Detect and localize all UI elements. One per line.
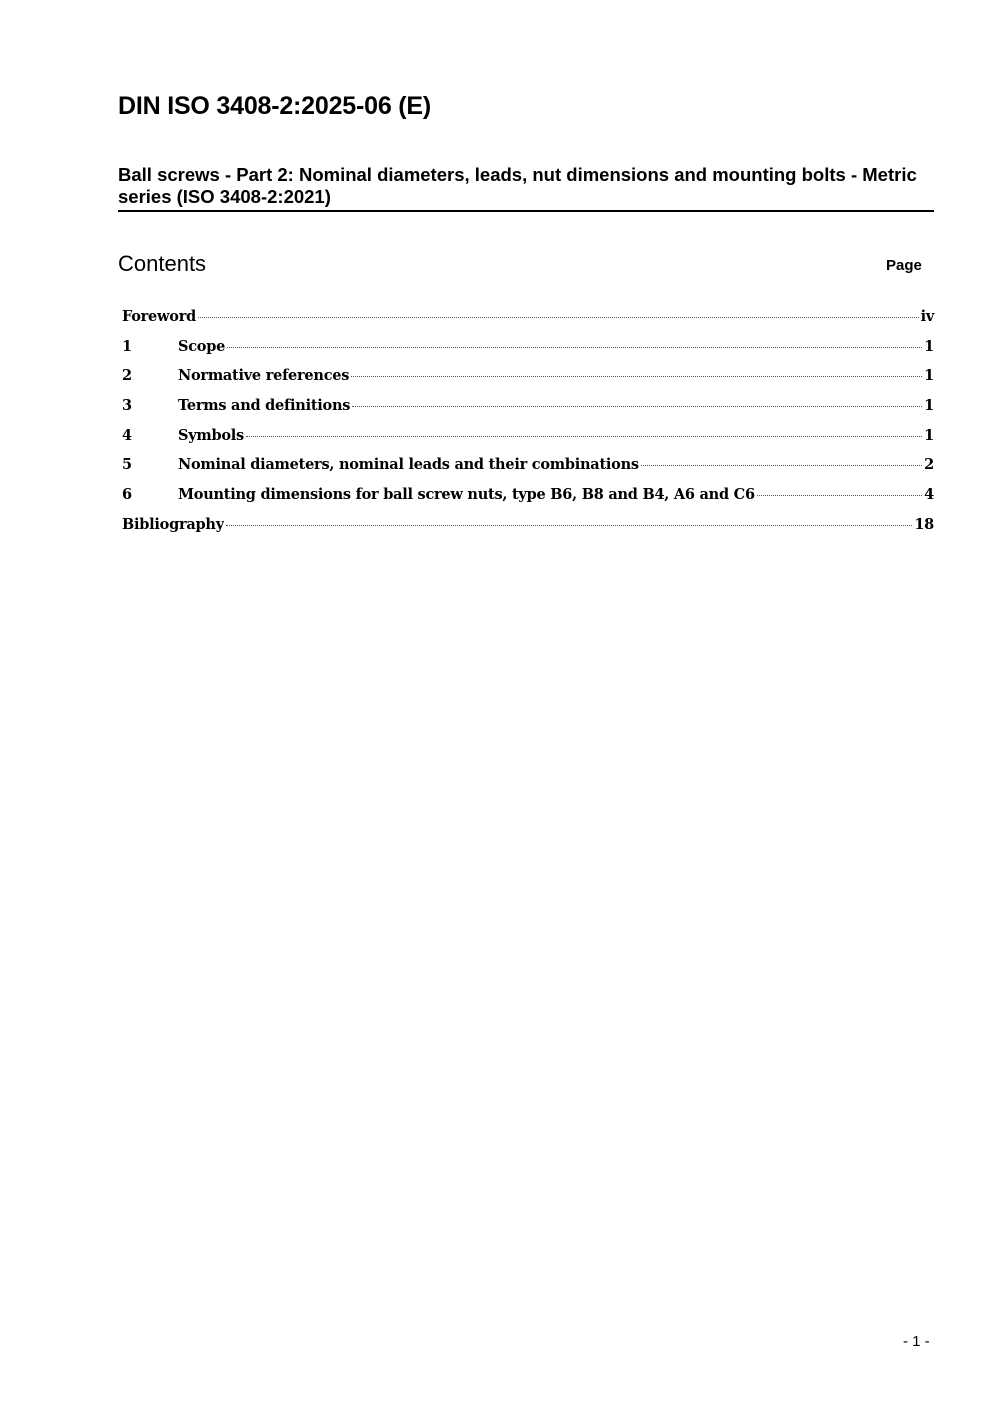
toc-entry-title: Bibliography — [122, 515, 224, 533]
toc-entry-terms-and-definitions[interactable] — [122, 397, 934, 427]
toc-entry-scope[interactable] — [122, 338, 934, 368]
toc-dot-leader — [227, 347, 922, 348]
toc-entry-page: iv — [920, 308, 934, 325]
toc-entry-symbols[interactable] — [122, 427, 934, 457]
toc-entry-title: Nominal diameters, nominal leads and their combinations — [178, 456, 639, 474]
toc-entry-normative-references[interactable] — [122, 367, 934, 397]
toc-entry-number: 2 — [122, 367, 132, 385]
toc-entry-nominal-diameters[interactable] — [122, 456, 934, 486]
toc-entry-page: 1 — [924, 397, 934, 415]
document-title: Ball screws - Part 2: Nominal diameters, leads, nut dimensions and mounting bolts - Metric series (ISO 3408-2:2021) — [118, 164, 934, 212]
toc-entry-title: Scope — [178, 337, 226, 355]
toc-dot-leader — [352, 406, 922, 407]
toc-entry-title: Mounting dimensions for ball screw nuts, type B6, B8 and B4, A6 and C6 — [178, 486, 755, 504]
contents-heading: Contents — [118, 251, 207, 276]
toc-entry-bibliography[interactable] — [122, 516, 934, 546]
toc-entry-page: 4 — [924, 486, 934, 504]
table-of-contents — [122, 308, 934, 546]
toc-dot-leader — [757, 495, 922, 496]
toc-entry-number: 4 — [122, 426, 132, 444]
toc-entry-title: Symbols — [178, 426, 244, 444]
toc-entry-page: 18 — [914, 515, 934, 533]
page-number: - 1 - — [903, 1333, 930, 1350]
toc-entry-number: 6 — [122, 486, 132, 504]
toc-entry-foreword[interactable] — [122, 308, 934, 338]
toc-entry-mounting-dimensions[interactable] — [122, 486, 934, 516]
toc-entry-page: 2 — [924, 456, 934, 474]
toc-entry-page: 1 — [924, 337, 934, 355]
toc-dot-leader — [641, 465, 922, 466]
toc-entry-number: 5 — [122, 456, 132, 474]
toc-dot-leader — [246, 436, 922, 437]
toc-entry-title: Terms and definitions — [178, 397, 351, 415]
document-code: DIN ISO 3408-2:2025-06 (E) — [118, 92, 432, 120]
toc-entry-number: 1 — [122, 337, 132, 355]
toc-entry-number: 3 — [122, 397, 132, 415]
toc-dot-leader — [226, 525, 912, 526]
page-column-label: Page — [886, 257, 922, 274]
toc-dot-leader — [198, 317, 919, 318]
toc-entry-title: Normative references — [178, 367, 350, 385]
toc-entry-title: Foreword — [122, 308, 196, 325]
toc-entry-page: 1 — [924, 426, 934, 444]
toc-dot-leader — [351, 376, 922, 377]
toc-entry-page: 1 — [924, 367, 934, 385]
